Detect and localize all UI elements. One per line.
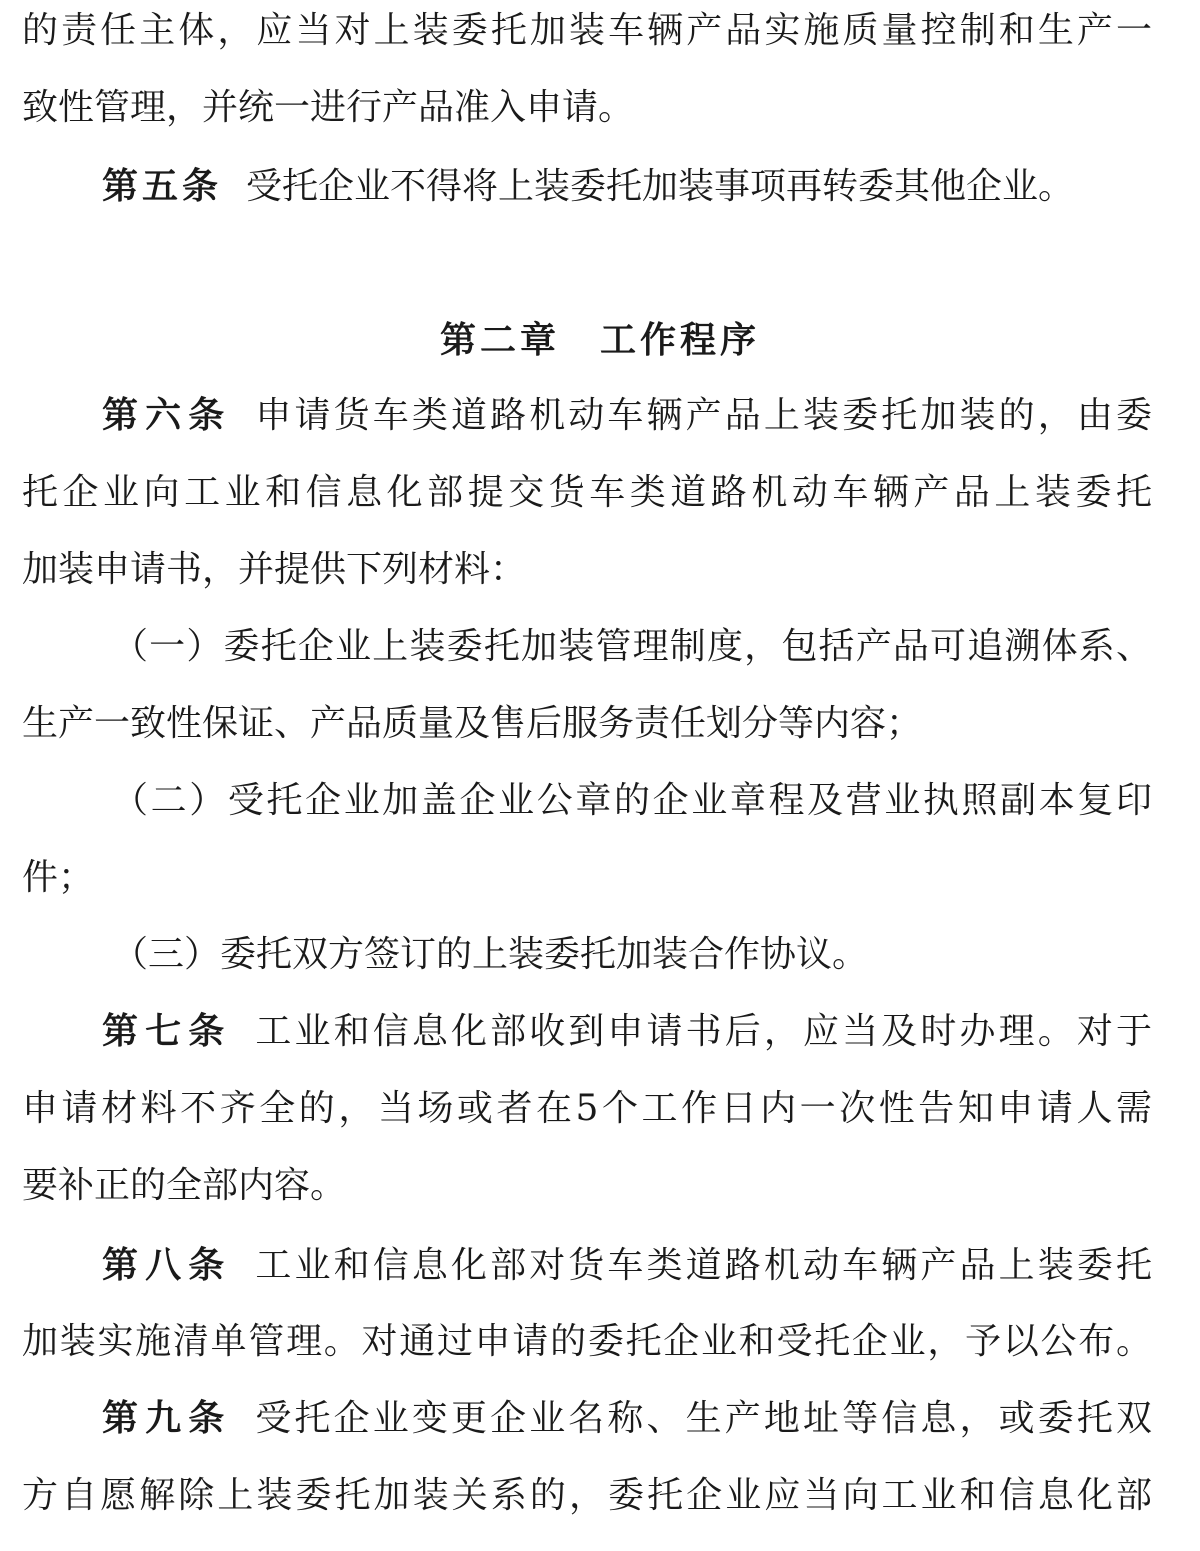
list-item-1-line-1: （一）委托企业上装委托加装管理制度，包括产品可追溯体系、 [112, 626, 1152, 667]
article-6-line-3: 加装申请书，并提供下列材料： [22, 549, 527, 590]
article-8-line-2: 加装实施清单管理。对通过申请的委托企业和受托企业，予以公布。 [22, 1321, 1152, 1362]
article-7-line-1 [22, 1003, 1152, 1061]
list-item-3-line-1: （三）委托双方签订的上装委托加装合作协议。 [112, 934, 869, 975]
article-8-label: 第八条 [102, 1245, 232, 1286]
article-7-text-1: 工业和信息化部收到申请书后，应当及时办理。对于 [255, 1011, 1152, 1052]
article-8-line-1 [22, 1237, 1152, 1295]
chapter-heading [0, 312, 1200, 370]
article-8-text-1: 工业和信息化部对货车类道路机动车辆产品上装委托 [255, 1245, 1152, 1286]
article-9-line-1 [22, 1390, 1152, 1448]
article-6-line-1 [22, 387, 1152, 445]
article-7-line-3: 要补正的全部内容。 [22, 1165, 347, 1206]
list-item-1-line-2: 生产一致性保证、产品质量及售后服务责任划分等内容； [22, 703, 923, 744]
article-5-text: 受托企业不得将上装委托加装事项再转委其他企业。 [246, 166, 1075, 207]
article-6-label: 第六条 [102, 395, 232, 436]
intro-line-2: 致性管理，并统一进行产品准入申请。 [22, 87, 635, 128]
article-6-text-1: 申请货车类道路机动车辆产品上装委托加装的，由委 [255, 395, 1152, 436]
list-item-2-line-1: （二）受托企业加盖企业公章的企业章程及营业执照副本复印 [112, 780, 1152, 821]
article-5-label: 第五条 [102, 166, 223, 207]
list-item-2-line-2: 件； [22, 857, 95, 898]
article-9-text-1: 受托企业变更企业名称、生产地址等信息，或委托双 [255, 1398, 1152, 1439]
article-6-line-2: 托企业向工业和信息化部提交货车类道路机动车辆产品上装委托 [22, 472, 1152, 513]
article-5 [22, 158, 1152, 216]
article-9-line-2: 方自愿解除上装委托加装关系的，委托企业应当向工业和信息化部 [22, 1475, 1152, 1516]
article-7-label: 第七条 [102, 1011, 232, 1052]
intro-line-1: 的责任主体，应当对上装委托加装车辆产品实施质量控制和生产一 [22, 10, 1152, 51]
article-7-line-2: 申请材料不齐全的，当场或者在5个工作日内一次性告知申请人需 [22, 1088, 1152, 1129]
article-9-label: 第九条 [102, 1398, 232, 1439]
chapter-title: 工作程序 [600, 320, 761, 361]
chapter-number: 第二章 [439, 320, 560, 361]
